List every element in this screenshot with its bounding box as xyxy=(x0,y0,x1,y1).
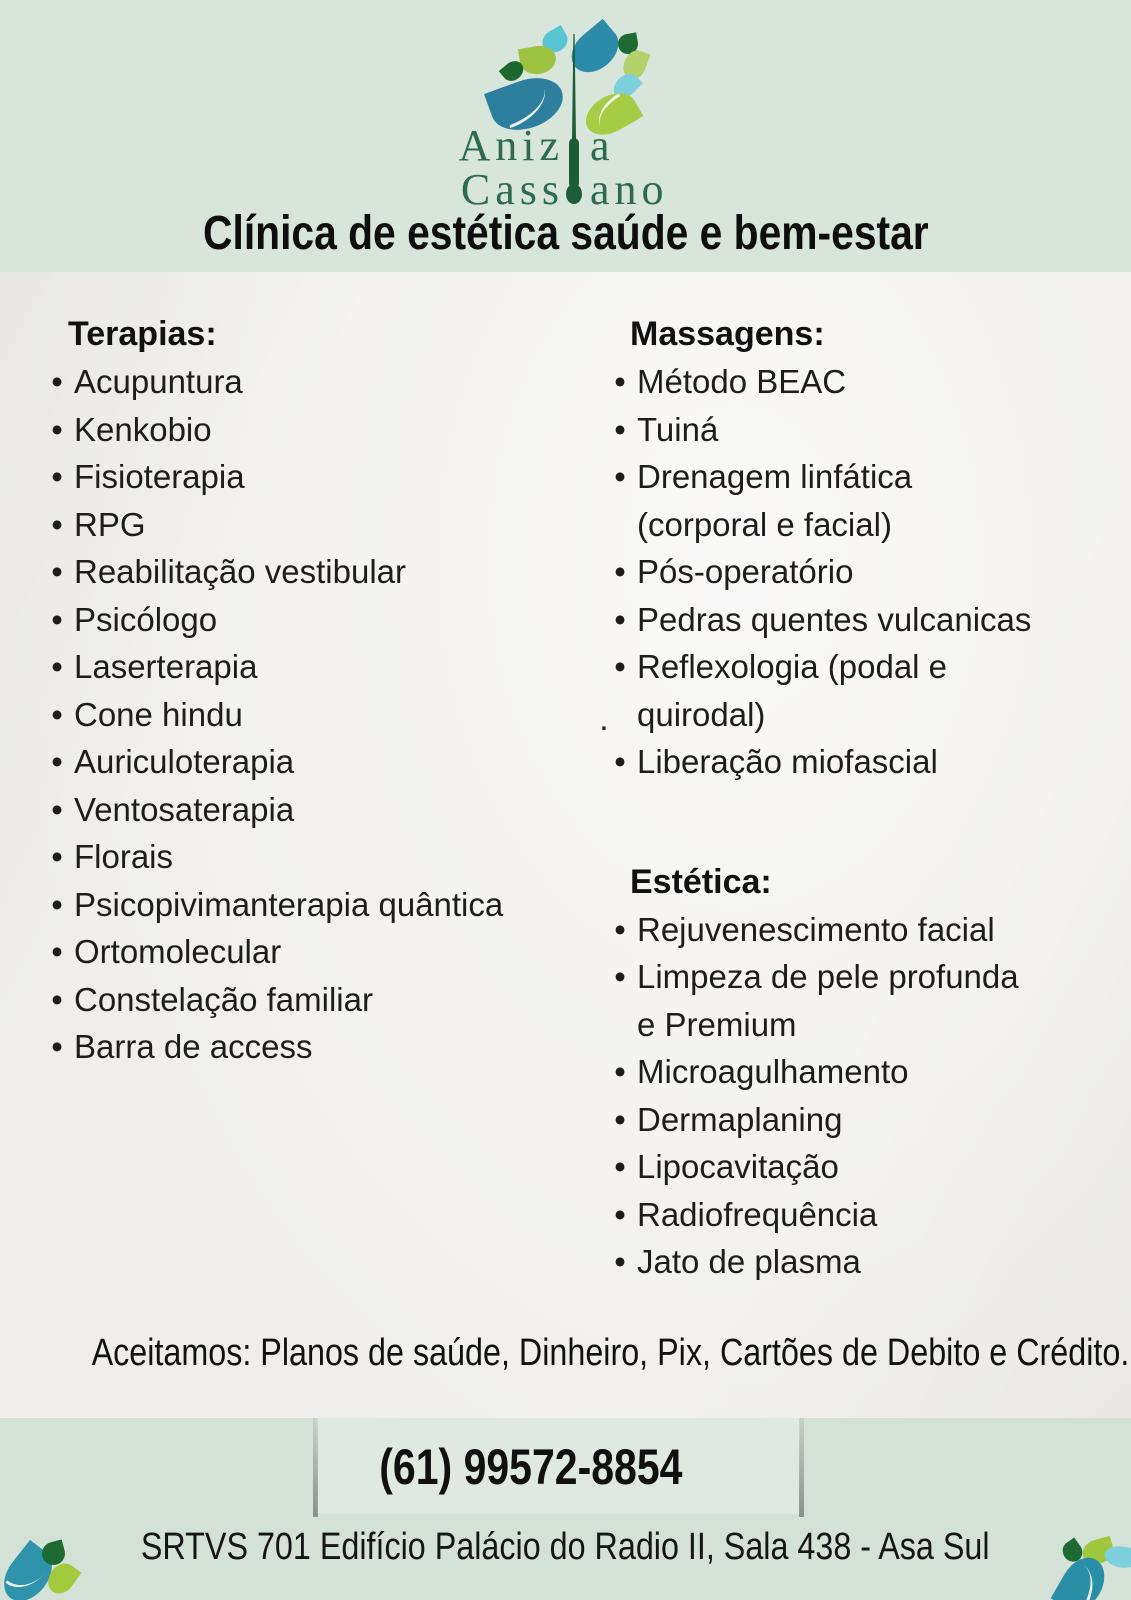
list-item-label: Psicopivimanterapia quântica xyxy=(74,885,504,923)
bullet-icon: • xyxy=(51,505,63,543)
bullet-icon: • xyxy=(614,363,626,400)
list-item-label: Lipocavitação xyxy=(637,1148,839,1185)
list-item xyxy=(40,1023,580,1071)
bullet-icon: • xyxy=(614,458,626,495)
bullet-icon: • xyxy=(51,458,63,495)
terapias-list xyxy=(40,358,580,1071)
list-item xyxy=(40,643,580,691)
list-item-label: (corporal e facial) xyxy=(637,505,892,543)
list-item-label: Fisioterapia xyxy=(74,458,245,495)
list-item-label: Kenkobio xyxy=(74,410,212,448)
list-item xyxy=(603,358,1123,406)
address-text: SRTVS 701 Edifício Palácio do Radio II, Sala 438 - Asa Sul xyxy=(141,1526,990,1568)
list-item-label: RPG xyxy=(74,505,146,543)
bullet-icon: • xyxy=(51,885,63,923)
list-item-label: Tuiná xyxy=(637,410,719,448)
acupuncture-needle-handle xyxy=(569,138,579,188)
column-massagens-estetica xyxy=(599,310,1123,1286)
clinic-logo xyxy=(416,20,716,220)
list-item-label: Radiofrequência xyxy=(637,1195,878,1233)
list-item-label: quirodal) xyxy=(637,695,766,733)
list-item xyxy=(599,691,1123,739)
section-heading-terapias: Terapias: xyxy=(68,315,217,353)
bullet-icon: • xyxy=(614,958,626,995)
page-title-text: Clínica de estética saúde e bem-estar xyxy=(202,207,929,260)
list-item-label: Limpeza de pele profunda xyxy=(637,958,1019,995)
list-item xyxy=(40,501,580,549)
list-item xyxy=(603,1001,1123,1049)
list-item-label: Auriculoterapia xyxy=(74,743,295,780)
section-heading-estetica: Estética: xyxy=(630,862,772,901)
list-item xyxy=(603,406,1123,454)
list-item xyxy=(40,691,580,739)
list-item-label: Método BEAC xyxy=(637,363,847,400)
brand-name-part: ano xyxy=(590,165,669,214)
list-item-label: e Premium xyxy=(637,1005,797,1043)
section-heading-massagens: Massagens: xyxy=(630,315,825,353)
list-item xyxy=(603,501,1123,549)
list-item xyxy=(40,596,580,644)
list-item-label: Psicólogo xyxy=(74,600,218,638)
list-item-label: Microagulhamento xyxy=(637,1053,909,1090)
list-item xyxy=(40,358,580,406)
list-item-label: Barra de access xyxy=(74,1028,313,1065)
bullet-icon: • xyxy=(614,553,626,590)
list-item-label: Pós-operatório xyxy=(637,553,854,590)
list-item-label: Rejuvenescimento facial xyxy=(637,910,995,948)
leaf-icon xyxy=(563,19,627,82)
list-item xyxy=(40,548,580,596)
list-item xyxy=(40,786,580,834)
list-item xyxy=(603,1191,1123,1239)
list-item-label: Ortomolecular xyxy=(74,933,282,970)
list-item-label: Jato de plasma xyxy=(637,1243,861,1280)
list-item-label: Ventosaterapia xyxy=(74,790,295,828)
bullet-icon: • xyxy=(614,910,626,948)
page-title xyxy=(0,206,1131,261)
list-item xyxy=(603,596,1123,644)
bullet-icon: • xyxy=(51,1028,63,1065)
accepted-payments-text: Aceitamos: Planos de saúde, Dinheiro, Pix, Cartões de Debito e Crédito. xyxy=(91,1332,1130,1374)
bullet-icon: • xyxy=(614,410,626,448)
brand-name-part: a xyxy=(590,121,615,170)
bullet-icon: • xyxy=(51,838,63,875)
list-item xyxy=(40,881,580,929)
list-item-label: Pedras quentes vulcanicas xyxy=(637,600,1032,638)
list-item-label: Dermaplaning xyxy=(637,1100,843,1138)
list-item-label: Drenagem linfática xyxy=(637,458,913,495)
bullet-icon: • xyxy=(51,790,63,828)
list-item-label: Reflexologia (podal e xyxy=(637,648,948,685)
list-item xyxy=(40,833,580,881)
list-item xyxy=(603,1048,1123,1096)
bullet-icon: • xyxy=(614,1243,626,1280)
list-item xyxy=(603,1096,1123,1144)
bullet-icon: • xyxy=(614,743,626,780)
list-item xyxy=(603,1238,1123,1286)
bullet-icon: • xyxy=(614,1148,626,1185)
bullet-icon: • xyxy=(51,648,63,685)
list-item xyxy=(40,738,580,786)
list-item xyxy=(603,453,1123,501)
list-item xyxy=(603,738,1123,786)
list-item-label: Laserterapia xyxy=(74,648,258,685)
bullet-icon: • xyxy=(51,410,63,448)
list-item xyxy=(40,453,580,501)
bullet-icon: . xyxy=(599,699,609,737)
bullet-icon: • xyxy=(614,1195,626,1233)
list-item xyxy=(40,928,580,976)
bullet-icon: • xyxy=(51,933,63,970)
phone-number xyxy=(0,1438,1061,1496)
list-item xyxy=(603,953,1123,1001)
list-item-label: Liberação miofascial xyxy=(637,743,938,780)
list-item-label: Acupuntura xyxy=(74,363,243,400)
brand-name-part: Aniz xyxy=(458,121,564,170)
bullet-icon: • xyxy=(51,980,63,1018)
list-item-label: Constelação familiar xyxy=(74,980,373,1018)
bullet-icon: • xyxy=(51,600,63,638)
list-item xyxy=(603,906,1123,954)
address xyxy=(0,1526,1131,1569)
list-item xyxy=(603,643,1123,691)
bullet-icon: • xyxy=(614,648,626,685)
bullet-icon: • xyxy=(614,600,626,638)
bullet-icon: • xyxy=(51,695,63,733)
phone-number-text: (61) 99572-8854 xyxy=(378,1439,683,1495)
header-band xyxy=(0,0,1131,272)
massagens-list xyxy=(599,358,1123,786)
bullet-icon: • xyxy=(51,363,63,400)
bullet-icon: • xyxy=(51,553,63,590)
bullet-icon: • xyxy=(614,1053,626,1090)
column-terapias xyxy=(40,310,580,1071)
footer-band xyxy=(0,1418,1131,1600)
brand-name-part: Cass xyxy=(460,165,564,214)
list-item-label: Cone hindu xyxy=(74,695,243,733)
list-item xyxy=(603,1143,1123,1191)
list-item xyxy=(40,976,580,1024)
list-item-label: Florais xyxy=(74,838,174,875)
list-item xyxy=(603,548,1123,596)
estetica-list xyxy=(603,906,1123,1286)
list-item xyxy=(40,406,580,454)
acupuncture-needle-tip xyxy=(566,184,582,204)
bullet-icon: • xyxy=(51,743,63,780)
bullet-icon: • xyxy=(614,1100,626,1138)
list-item-label: Reabilitação vestibular xyxy=(74,553,407,590)
accepted-payments-line xyxy=(0,1332,1131,1375)
